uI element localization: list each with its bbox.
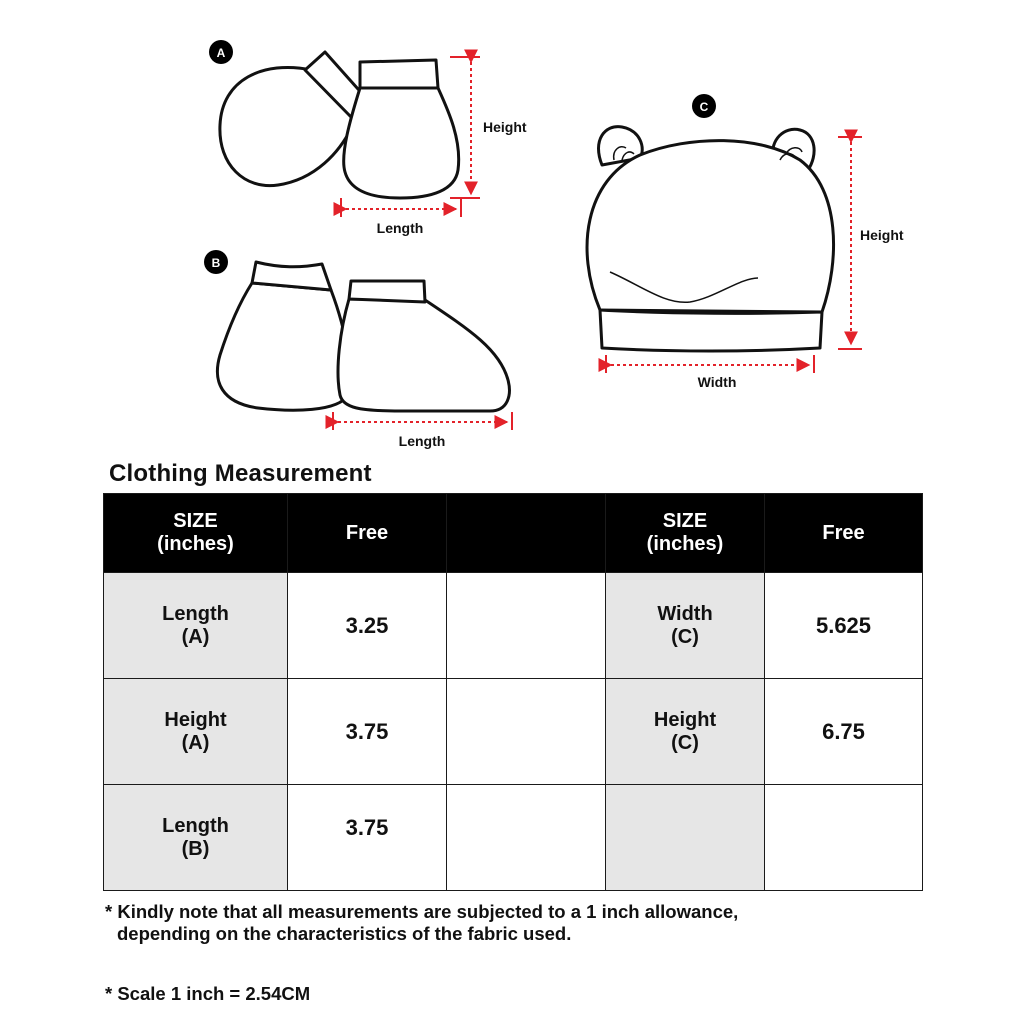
header-size-right: SIZE (inches) [606,494,765,573]
value-length-b: 3.75 [288,785,447,891]
value-height-a: 3.75 [288,679,447,785]
scale-note: * Scale 1 inch = 2.54CM [105,983,311,1004]
marker-b [204,250,228,274]
header-size-left: SIZE (inches) [104,494,288,573]
measurement-table [103,493,923,891]
row-label-height-a: Height (A) [104,679,288,785]
svg-text:Length: Length [398,433,446,449]
svg-text:C: C [699,100,709,114]
hat-illustration [587,127,834,351]
spacer-cell [447,785,606,891]
value-width-c: 5.625 [765,573,923,679]
svg-text:A: A [216,46,226,60]
marker-a [209,40,233,64]
section-title: Clothing Measurement [109,460,372,487]
header-blank [447,494,606,573]
table-row [104,573,923,679]
spacer-cell [447,679,606,785]
table-row [104,785,923,891]
row-label-length-a: Length (A) [104,573,288,679]
a-length-dimension [341,198,461,236]
value-length-a: 3.25 [288,573,447,679]
value-height-c: 6.75 [765,679,923,785]
svg-text:Height: Height [483,119,527,135]
mittens-illustration [220,52,459,198]
c-height-dimension [838,137,904,349]
svg-text:Width: Width [697,374,737,390]
row-label-width-c: Width (C) [606,573,765,679]
header-free-right: Free [765,494,923,573]
marker-c [692,94,716,118]
row-label-length-b: Length (B) [104,785,288,891]
booties-illustration [217,262,509,411]
row-label-height-c: Height (C) [606,679,765,785]
allowance-note: * Kindly note that all measurements are subjected to a 1 inch allowance, depending on the characteristics of the fabric used. [105,901,739,944]
header-free-left: Free [288,494,447,573]
row-label-empty [606,785,765,891]
b-length-dimension [333,412,512,449]
product-diagrams [0,0,1024,460]
svg-text:Height: Height [860,227,904,243]
svg-text:Length: Length [376,220,424,236]
table-row [104,679,923,785]
c-width-dimension [606,355,814,390]
table-header-row [104,494,923,573]
svg-text:B: B [211,256,221,270]
a-height-dimension [450,57,527,198]
spacer-cell [447,573,606,679]
value-empty [765,785,923,891]
